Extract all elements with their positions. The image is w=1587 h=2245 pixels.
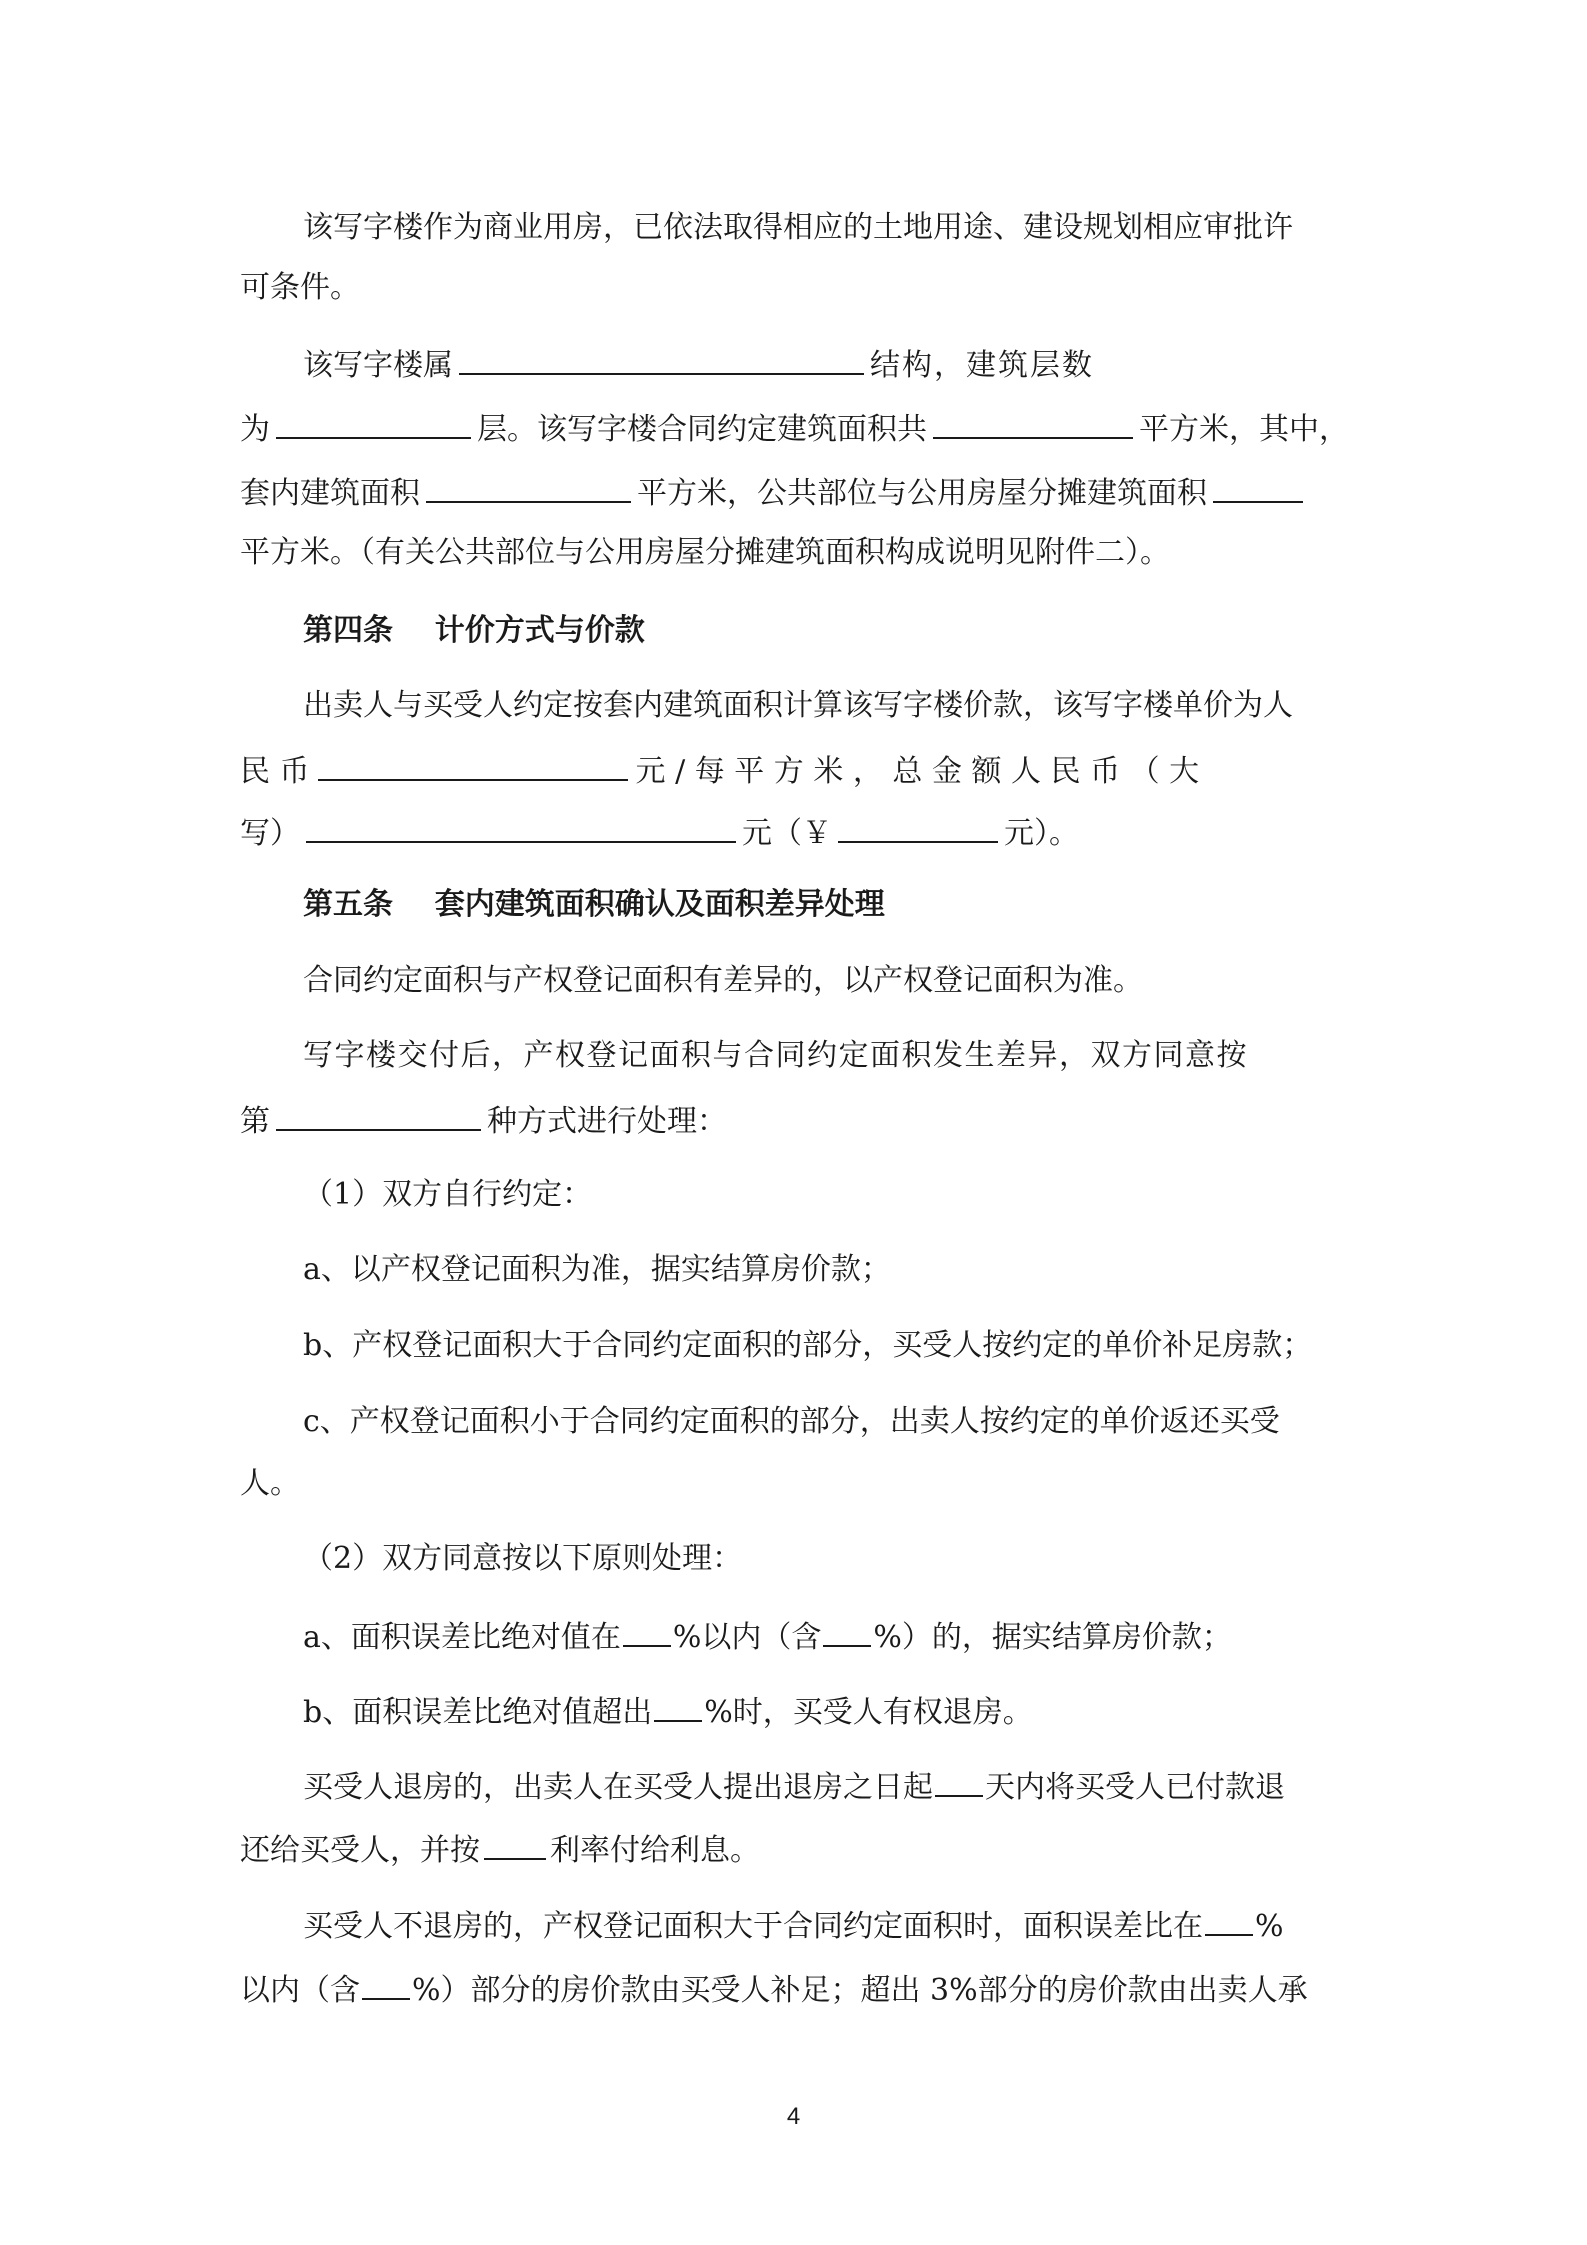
text-span: 第 <box>240 1104 270 1139</box>
text-span: 元）。 <box>1004 816 1079 851</box>
text-span: %以内（含 <box>672 1620 822 1655</box>
text-span: 平方米，其中， <box>1139 412 1349 447</box>
paragraph-line <box>303 208 1355 248</box>
paragraph-line <box>303 1250 1355 1290</box>
text-span: 出卖人与买受人约定按套内建筑面积计算该写字楼价款，该写字楼单价为人 <box>303 688 1293 723</box>
fill-in-blank <box>623 1615 671 1647</box>
text-span: 为 <box>240 412 270 447</box>
text-span: 该写字楼属 <box>303 348 453 383</box>
text-span: a、以产权登记面积为准，据实结算房价款； <box>303 1252 891 1287</box>
text-span: 天内将买受人已付款退 <box>985 1770 1285 1805</box>
fill-in-blank <box>318 749 628 781</box>
fill-in-blank <box>306 811 736 843</box>
paragraph-line <box>303 1539 1355 1579</box>
paragraph-line <box>303 1326 1355 1366</box>
paragraph-line <box>240 1099 1355 1139</box>
text-span: c、产权登记面积小于合同约定面积的部分，出卖人按约定的单价返还买受 <box>303 1404 1280 1439</box>
heading-text: 第四条 计价方式与价款 <box>303 613 645 648</box>
text-span: 平方米。（有关公共部位与公用房屋分摊建筑面积构成说明见附件二）。 <box>240 535 1170 570</box>
text-span: a、面积误差比绝对值在 <box>303 1620 621 1655</box>
fill-in-blank <box>276 1099 481 1131</box>
text-span: 该写字楼作为商业用房，已依法取得相应的土地用途、建设规划相应审批许 <box>303 210 1293 245</box>
paragraph-line <box>303 1904 1355 1944</box>
paragraph-line <box>240 749 1355 789</box>
paragraph-line <box>303 1036 1355 1076</box>
text-span: 元（￥ <box>742 816 832 851</box>
text-span: %）的，据实结算房价款； <box>873 1620 1232 1655</box>
text-span: 买受人退房的，出卖人在买受人提出退房之日起 <box>303 1770 933 1805</box>
paragraph-line <box>303 1175 1355 1215</box>
paragraph-line <box>303 686 1355 726</box>
text-span: （1）双方自行约定： <box>303 1177 593 1212</box>
paragraph-line <box>240 268 1355 308</box>
text-span: 结构，建筑层数 <box>870 348 1094 383</box>
paragraph-line <box>303 1765 1355 1805</box>
fill-in-blank <box>823 1615 871 1647</box>
text-span: 种方式进行处理： <box>487 1104 727 1139</box>
paragraph-line <box>240 407 1355 447</box>
text-span: %）部分的房价款由买受人补足；超出 3%部分的房价款由出卖人承 <box>412 1973 1308 2008</box>
text-span: （2）双方同意按以下原则处理： <box>303 1541 743 1576</box>
text-span: b、面积误差比绝对值超出 <box>303 1695 653 1730</box>
paragraph-line <box>240 1968 1355 2008</box>
paragraph-line <box>240 471 1355 511</box>
paragraph-line <box>240 811 1355 851</box>
text-span: 写） <box>240 816 300 851</box>
text-span: % <box>1255 1909 1284 1944</box>
text-span: 利率付给利息。 <box>550 1833 760 1868</box>
page-number: 4 <box>786 2103 801 2130</box>
text-span: 套内建筑面积 <box>240 476 420 511</box>
fill-in-blank <box>1213 471 1303 503</box>
paragraph-line <box>303 1615 1355 1655</box>
article-5-heading <box>303 885 1355 925</box>
text-span: 元 / 每 平 方 米 ， 总 金 额 人 民 币 （ 大 <box>635 754 1200 789</box>
text-span: 还给买受人，并按 <box>240 1833 480 1868</box>
paragraph-line <box>240 1828 1355 1868</box>
text-span: 买受人不退房的，产权登记面积大于合同约定面积时，面积误差比在 <box>303 1909 1203 1944</box>
paragraph-line <box>303 1690 1355 1730</box>
fill-in-blank <box>426 471 631 503</box>
text-span: 人。 <box>240 1466 300 1501</box>
text-span: 平方米，公共部位与公用房屋分摊建筑面积 <box>637 476 1207 511</box>
paragraph-line <box>303 343 1355 383</box>
fill-in-blank <box>1205 1904 1253 1936</box>
fill-in-blank <box>933 407 1133 439</box>
text-span: 可条件。 <box>240 270 360 305</box>
paragraph-line <box>240 533 1355 573</box>
text-span: 民 币 <box>240 754 310 789</box>
paragraph-line <box>240 1464 1355 1504</box>
paragraph-line <box>303 961 1355 1001</box>
fill-in-blank <box>276 407 471 439</box>
text-span: 层。该写字楼合同约定建筑面积共 <box>477 412 927 447</box>
fill-in-blank <box>838 811 998 843</box>
fill-in-blank <box>484 1828 546 1860</box>
text-span: 合同约定面积与产权登记面积有差异的，以产权登记面积为准。 <box>303 963 1143 998</box>
text-span: 以内（含 <box>240 1973 360 2008</box>
text-span: 写字楼交付后，产权登记面积与合同约定面积发生差异，双方同意按 <box>303 1038 1248 1073</box>
paragraph-line <box>303 1402 1355 1442</box>
fill-in-blank <box>362 1968 410 2000</box>
fill-in-blank <box>459 343 864 375</box>
text-span: %时，买受人有权退房。 <box>704 1695 1033 1730</box>
heading-text: 第五条 套内建筑面积确认及面积差异处理 <box>303 887 885 922</box>
fill-in-blank <box>654 1690 702 1722</box>
article-4-heading <box>303 611 1355 651</box>
fill-in-blank <box>935 1765 983 1797</box>
text-span: b、产权登记面积大于合同约定面积的部分，买受人按约定的单价补足房款； <box>303 1328 1313 1363</box>
